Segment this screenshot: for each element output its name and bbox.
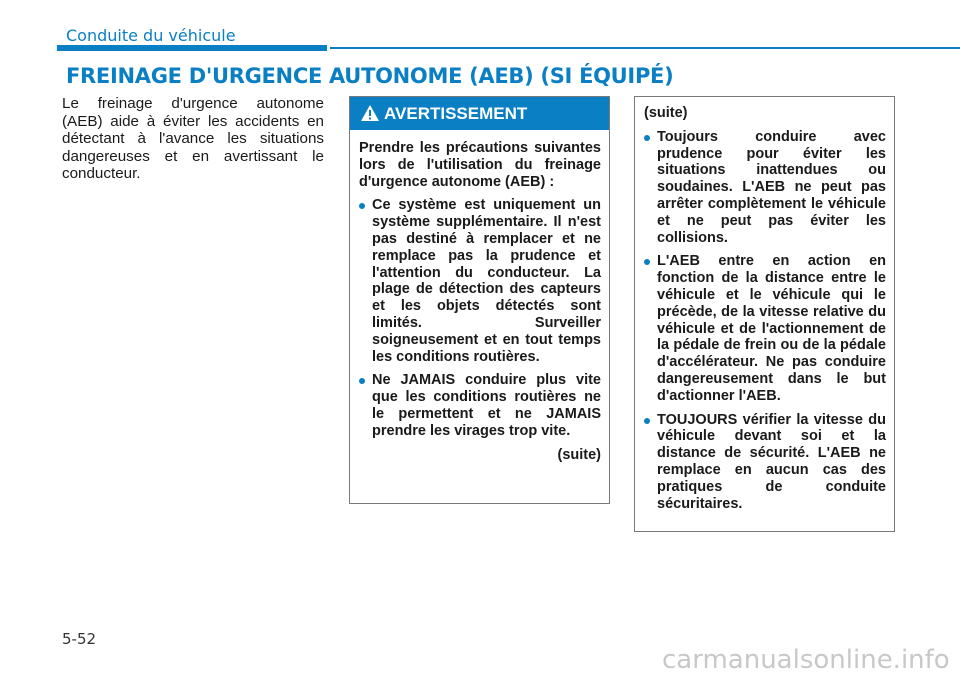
warning-item-text: Ne JAMAIS conduire plus vite que les conditions routières ne le permettent et ne JAMAIS prendre les virages trop vite. bbox=[372, 372, 601, 439]
continuation-item-text: Toujours conduire avec prudence pour éviter les situations inattendues ou soudaines. L'AEB ne peut pas arrêter complètement le véhicule et ne peut pas éviter les collisions. bbox=[657, 128, 886, 246]
continuation-body bbox=[644, 105, 886, 512]
continuation-list-item bbox=[644, 412, 886, 513]
warning-triangle-icon bbox=[360, 104, 380, 122]
section-header-label: Conduite du véhicule bbox=[66, 26, 236, 45]
continuation-box bbox=[634, 96, 895, 532]
header-rule-thick bbox=[57, 45, 327, 51]
page-title: FREINAGE D'URGENCE AUTONOME (AEB) (SI ÉQUIPÉ) bbox=[66, 64, 674, 88]
warning-lead: Prendre les précautions suivantes lors de l'utilisation du freinage d'urgence autonome (AEB) : bbox=[359, 140, 601, 190]
warning-item-text: Ce système est uniquement un système supplémentaire. Il n'est pas destiné à remplacer et ne remplace pas la prudence et l'attention du conducteur. La plage de détection des capteurs et les objets détectés sont limités. Surveiller soigneusement et en tout temps les conditions routières. bbox=[372, 197, 601, 365]
watermark: carmanualsonline.info bbox=[662, 645, 950, 675]
continuation-list bbox=[644, 129, 886, 513]
warning-box bbox=[349, 96, 610, 504]
bullet-dot bbox=[359, 203, 365, 209]
intro-paragraph: Le freinage d'urgence autonome (AEB) aide à éviter les accidents en détectant à l'avance les situations dangereuses et en avertissant le conducteur. bbox=[62, 95, 324, 183]
bullet-dot bbox=[644, 418, 650, 424]
warning-body bbox=[359, 140, 601, 463]
warning-list-item bbox=[359, 372, 601, 439]
warning-list bbox=[359, 197, 601, 439]
header-rule-thin bbox=[330, 47, 960, 49]
continuation-list-item bbox=[644, 129, 886, 247]
warning-list-item bbox=[359, 197, 601, 365]
warning-title: AVERTISSEMENT bbox=[384, 104, 528, 123]
continued-label: (suite) bbox=[557, 446, 601, 463]
bullet-dot bbox=[359, 378, 365, 384]
warning-header bbox=[350, 97, 609, 130]
bullet-dot bbox=[644, 135, 650, 141]
continuation-list-item bbox=[644, 253, 886, 404]
continuation-lead: (suite) bbox=[644, 105, 688, 121]
continuation-item-text: L'AEB entre en action en fonction de la distance entre le véhicule et le véhicule qui le précède, de la vitesse relative du véhicule et de l'actionnement de la pédale de frein ou de la pédale d'accélérateur. Ne pas conduire dangereusement dans le but d'actionner l'AEB. bbox=[657, 253, 886, 404]
page-number: 5-52 bbox=[62, 630, 97, 648]
continuation-item-text: TOUJOURS vérifier la vitesse du véhicule devant soi et la distance de sécurité. L'AEB ne remplace en aucun cas des pratiques de conduite sécuritaires. bbox=[657, 411, 886, 512]
bullet-dot bbox=[644, 259, 650, 265]
